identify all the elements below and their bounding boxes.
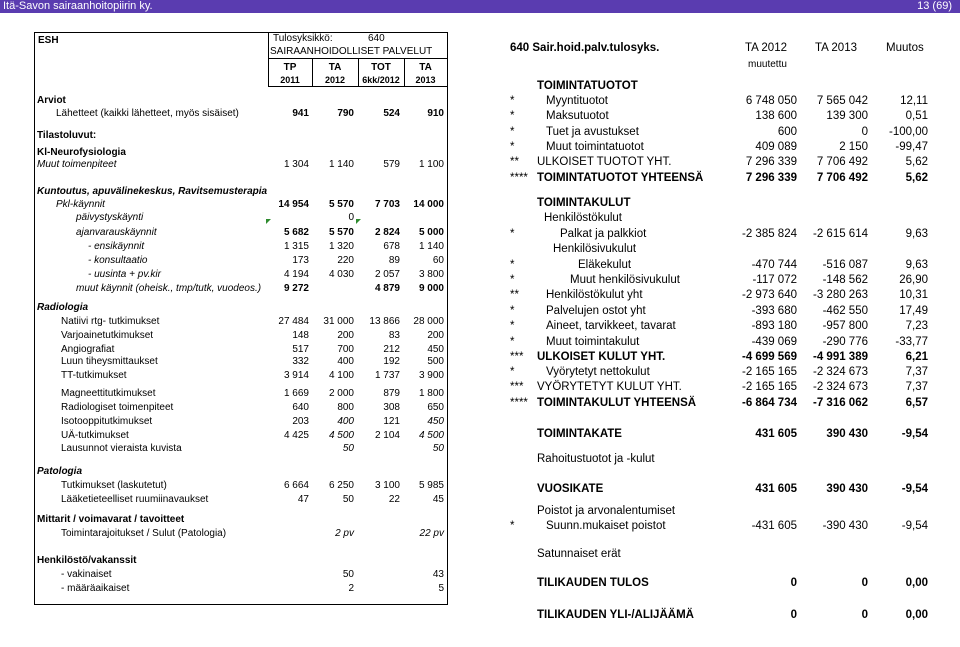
row-value: 678 [383, 241, 400, 252]
row-label: ajanvarauskäynnit [76, 227, 157, 238]
organization-name: Itä-Savon sairaanhoitopiirin ky. [3, 0, 153, 12]
account-label: TOIMINTAKULUT [537, 197, 631, 209]
account-value: 7 296 339 [745, 156, 797, 168]
account-label: VUOSIKATE [537, 483, 604, 495]
table-title: ESH [38, 35, 59, 46]
account-value: 409 089 [755, 141, 797, 153]
row-label: Muut toimenpiteet [37, 159, 117, 170]
row-label: Radiologiset toimenpiteet [61, 402, 174, 413]
cell-comment-marker [356, 219, 361, 224]
account-label: Satunnaiset erät [537, 548, 621, 560]
row-marker: * [510, 110, 515, 122]
row-label: Henkilöstö/vakanssit [37, 555, 137, 566]
account-value: -2 324 673 [813, 366, 868, 378]
row-label: Magneettitutkimukset [61, 388, 156, 399]
account-value: 600 [777, 126, 797, 138]
row-value: 500 [427, 356, 444, 367]
row-value: 28 000 [413, 316, 444, 327]
row-value: 579 [383, 159, 400, 170]
account-value: 7 706 492 [816, 156, 868, 168]
row-value: 4 500 [328, 430, 354, 441]
row-marker: * [510, 228, 515, 240]
account-label: TOIMINTAKATE [537, 428, 622, 440]
row-marker: * [510, 336, 515, 348]
account-value: 0 [861, 577, 868, 589]
account-label: Palkat ja palkkiot [560, 228, 647, 240]
row-value: 5 570 [328, 199, 354, 210]
row-value: 0 [348, 212, 354, 223]
account-value: 9,63 [905, 259, 928, 271]
page-number: 13 (69) [917, 0, 952, 12]
row-label: Radiologia [37, 302, 89, 313]
account-value: -99,47 [895, 141, 928, 153]
row-value: 400 [337, 356, 354, 367]
column-header-top: TOT [371, 62, 391, 73]
row-value: 4 030 [328, 269, 354, 280]
row-value: 2 000 [328, 388, 354, 399]
column-header-year: 2011 [280, 75, 300, 85]
row-value: 640 [292, 402, 309, 413]
account-value: 0 [861, 609, 868, 621]
row-value: 4 100 [328, 370, 354, 381]
row-value: 790 [337, 108, 354, 119]
row-value: 2 824 [374, 227, 400, 238]
row-value: 212 [383, 344, 400, 355]
account-label: ULKOISET TUOTOT YHT. [537, 156, 672, 168]
row-value: 9 272 [283, 283, 309, 294]
account-label: Henkilöstökulut [544, 212, 622, 224]
row-label: TT-tutkimukset [61, 370, 127, 381]
account-label: Henkilöstökulut yht [546, 289, 643, 301]
row-value: 60 [432, 255, 444, 266]
row-value: 47 [297, 494, 309, 505]
row-value: 50 [432, 443, 444, 454]
row-value: 941 [292, 108, 309, 119]
row-value: 148 [292, 330, 309, 341]
row-value: 50 [342, 494, 354, 505]
row-marker: ** [510, 156, 519, 168]
account-value: -893 180 [751, 320, 797, 332]
account-label: Tuet ja avustukset [546, 126, 639, 138]
row-label: Luun tiheysmittaukset [61, 356, 158, 367]
row-value: 45 [432, 494, 444, 505]
row-value: 1 315 [283, 241, 309, 252]
account-value: 5,62 [905, 172, 928, 184]
account-value: 390 430 [826, 428, 868, 440]
row-marker: ** [510, 289, 519, 301]
account-value: 138 600 [755, 110, 797, 122]
account-value: 0 [861, 126, 868, 138]
row-value: 4 879 [374, 283, 400, 294]
account-value: -9,54 [901, 428, 928, 440]
row-value: 879 [383, 388, 400, 399]
column-header-top: TA [419, 62, 432, 73]
row-value: 1 320 [328, 241, 354, 252]
row-value: 2 pv [335, 528, 354, 539]
row-value: 5 985 [418, 480, 444, 491]
account-label: TOIMINTAKULUT YHTEENSÄ [537, 397, 697, 409]
row-value: 6 664 [283, 480, 309, 491]
row-label: Lääketieteelliset ruumiinavaukset [61, 494, 209, 505]
account-label: Muut toimintatuotot [546, 141, 644, 153]
column-header-year: 2012 [324, 75, 346, 85]
row-label: Pkl-käynnit [56, 199, 105, 210]
col-header-ta2012: TA 2012 [745, 42, 787, 54]
row-value: 1 669 [283, 388, 309, 399]
row-label: Lähetteet (kaikki lähetteet, myös sisäiset) [56, 108, 239, 119]
unit-value: 640 [368, 33, 385, 44]
account-value: 7 296 339 [745, 172, 797, 184]
row-marker: *** [510, 381, 524, 393]
row-value: 43 [432, 569, 444, 580]
row-value: 50 [342, 443, 354, 454]
account-label: Aineet, tarvikkeet, tavarat [546, 320, 676, 332]
row-label: Arviot [37, 95, 66, 106]
row-value: 4 194 [283, 269, 309, 280]
row-value: 22 [388, 494, 400, 505]
row-value: 3 914 [283, 370, 309, 381]
row-value: 200 [337, 330, 354, 341]
col-header-muutettu: muutettu [748, 59, 787, 70]
row-label: UÄ-tutkimukset [61, 430, 129, 441]
row-value: 2 057 [374, 269, 400, 280]
account-value: -390 430 [822, 520, 868, 532]
row-label: - uusinta + pv.kir [88, 269, 161, 280]
account-label: Myyntituotot [546, 95, 608, 107]
account-label: Suunn.mukaiset poistot [546, 520, 666, 532]
column-header-top: TA [328, 62, 342, 73]
account-value: 2 150 [839, 141, 868, 153]
column-header-year: 6kk/2012 [362, 75, 400, 85]
row-value: 3 900 [418, 370, 444, 381]
row-marker: * [510, 320, 515, 332]
row-label: muut käynnit (oheisk., tmp/tutk, vuodeos.) [76, 283, 262, 294]
row-label: Natiivi rtg- tutkimukset [61, 316, 160, 327]
account-value: -439 069 [751, 336, 797, 348]
row-value: 308 [383, 402, 400, 413]
account-value: 6,57 [905, 397, 928, 409]
row-label: Tilastoluvut: [37, 130, 97, 141]
account-label: Maksutuotot [546, 110, 609, 122]
account-value: -4 991 389 [813, 351, 868, 363]
row-label: Isotooppitutkimukset [61, 416, 153, 427]
row-label: - konsultaatio [88, 255, 148, 266]
row-value: 50 [342, 569, 354, 580]
row-marker: * [510, 126, 515, 138]
row-marker: *** [510, 351, 524, 363]
account-label: ULKOISET KULUT YHT. [537, 351, 666, 363]
row-value: 700 [337, 344, 354, 355]
row-value: 1 100 [418, 159, 444, 170]
row-value: 6 250 [328, 480, 354, 491]
account-value: 7 565 042 [816, 95, 868, 107]
account-value: 0,00 [905, 609, 928, 621]
account-value: 7 706 492 [816, 172, 868, 184]
row-value: 2 104 [374, 430, 400, 441]
row-value: 14 954 [278, 199, 309, 210]
account-value: 10,31 [899, 289, 928, 301]
account-label: TOIMINTATUOTOT [537, 80, 638, 92]
row-label: Mittarit / voimavarat / tavoitteet [37, 514, 185, 525]
col-header-ta2013: TA 2013 [815, 42, 857, 54]
row-marker: * [510, 366, 515, 378]
row-value: 9 000 [418, 283, 444, 294]
account-value: 26,90 [899, 274, 928, 286]
account-value: -9,54 [901, 483, 928, 495]
row-value: 400 [337, 416, 354, 427]
account-value: -2 385 824 [742, 228, 797, 240]
row-value: 5 [438, 583, 444, 594]
account-label: TILIKAUDEN TULOS [537, 577, 649, 589]
unit-label: Tulosyksikkö: [273, 33, 333, 44]
account-value: 6,21 [905, 351, 928, 363]
row-label: Tutkimukset (laskutetut) [61, 480, 167, 491]
account-value: -2 324 673 [813, 381, 868, 393]
row-label: - vakinaiset [61, 569, 112, 580]
row-marker: * [510, 95, 515, 107]
row-label: Patologia [37, 466, 83, 477]
row-value: 332 [292, 356, 309, 367]
account-value: -462 550 [822, 305, 868, 317]
account-value: 0,00 [905, 577, 928, 589]
row-value: 31 000 [323, 316, 354, 327]
row-value: 1 800 [418, 388, 444, 399]
account-label: Rahoitustuotot ja -kulut [537, 453, 655, 465]
account-value: 431 605 [755, 483, 797, 495]
account-value: -470 744 [751, 259, 797, 271]
account-label: TOIMINTATUOTOT YHTEENSÄ [537, 172, 704, 184]
row-value: 5 570 [328, 227, 354, 238]
row-marker: **** [510, 172, 528, 184]
row-value: 450 [427, 416, 444, 427]
account-value: -2 165 165 [742, 366, 797, 378]
account-value: 17,49 [899, 305, 928, 317]
row-value: 7 703 [374, 199, 400, 210]
account-label: Muut henkilösivukulut [570, 274, 680, 286]
account-value: 0 [790, 609, 797, 621]
row-value: 1 737 [374, 370, 400, 381]
row-label: Angiografiat [61, 344, 115, 355]
account-label: TILIKAUDEN YLI-/ALIJÄÄMÄ [537, 609, 694, 621]
account-value: -431 605 [751, 520, 797, 532]
account-value: -6 864 734 [742, 397, 797, 409]
row-marker: * [510, 520, 515, 532]
account-label: Poistot ja arvonalentumiset [537, 505, 676, 517]
account-value: -33,77 [895, 336, 928, 348]
row-label: - määräaikaiset [61, 583, 130, 594]
account-value: 7,37 [905, 366, 928, 378]
row-label: päivystyskäynti [76, 212, 144, 223]
account-value: -516 087 [822, 259, 868, 271]
account-value: -290 776 [822, 336, 868, 348]
row-label: Toimintarajoitukset / Sulut (Patologia) [61, 528, 227, 539]
row-marker: * [510, 259, 515, 271]
row-value: 192 [383, 356, 400, 367]
row-value: 3 100 [374, 480, 400, 491]
row-value: 3 800 [418, 269, 444, 280]
account-value: 12,11 [900, 95, 928, 107]
row-value: 800 [337, 402, 354, 413]
row-value: 203 [292, 416, 309, 427]
account-value: -2 165 165 [742, 381, 797, 393]
budget-title: 640 Sair.hoid.palv.tulosyks. [510, 42, 660, 54]
row-value: 450 [427, 344, 444, 355]
account-value: 5,62 [905, 156, 928, 168]
row-marker: * [510, 305, 515, 317]
account-value: -100,00 [888, 126, 928, 138]
unit-name: SAIRAANHOIDOLLISET PALVELUT [270, 46, 433, 57]
account-label: Muut toimintakulut [546, 336, 640, 348]
row-label: Kuntoutus, apuvälinekeskus, Ravitsemusterapia [37, 186, 268, 197]
account-value: 7,37 [905, 381, 928, 393]
row-value: 1 140 [328, 159, 354, 170]
row-value: 524 [383, 108, 400, 119]
account-value: 6 748 050 [745, 95, 797, 107]
cell-comment-marker [266, 219, 271, 224]
account-value: -3 280 263 [813, 289, 868, 301]
account-label: Vyörytetyt nettokulut [546, 366, 650, 378]
row-value: 4 500 [418, 430, 444, 441]
row-marker: **** [510, 397, 528, 409]
account-value: -9,54 [901, 520, 928, 532]
account-value: 139 300 [826, 110, 868, 122]
row-value: 13 866 [369, 316, 400, 327]
column-header-top: TP [283, 62, 297, 73]
row-label: Kl-Neurofysiologia [37, 147, 126, 158]
account-value: 7,23 [905, 320, 928, 332]
row-value: 5 000 [418, 227, 444, 238]
account-value: -148 562 [822, 274, 868, 286]
col-header-muutos: Muutos [886, 42, 924, 54]
account-value: 0,51 [905, 110, 928, 122]
account-value: 0 [790, 577, 797, 589]
row-label: - ensikäynnit [88, 241, 145, 252]
row-value: 2 [348, 583, 354, 594]
row-value: 5 682 [283, 227, 309, 238]
account-value: -117 072 [752, 274, 797, 286]
column-header-year: 2013 [415, 75, 436, 85]
account-value: -957 800 [822, 320, 868, 332]
row-value: 22 pv [419, 528, 444, 539]
account-value: 431 605 [755, 428, 797, 440]
row-value: 121 [383, 416, 400, 427]
row-value: 89 [388, 255, 400, 266]
row-value: 200 [427, 330, 444, 341]
row-value: 1 140 [418, 241, 444, 252]
account-value: 9,63 [905, 228, 928, 240]
account-value: 390 430 [826, 483, 868, 495]
account-value: -2 615 614 [813, 228, 868, 240]
account-label: VYÖRYTETYT KULUT YHT. [537, 381, 682, 393]
row-value: 83 [388, 330, 400, 341]
row-label: Lausunnot vieraista kuvista [61, 443, 182, 454]
row-value: 173 [292, 255, 309, 266]
row-value: 220 [337, 255, 354, 266]
account-value: -4 699 569 [742, 351, 797, 363]
account-value: -393 680 [751, 305, 797, 317]
document-header-bar [0, 0, 960, 13]
account-label: Palvelujen ostot yht [546, 305, 646, 317]
row-value: 27 484 [278, 316, 309, 327]
row-value: 910 [427, 108, 444, 119]
row-value: 14 000 [413, 199, 444, 210]
account-value: -2 973 640 [742, 289, 797, 301]
row-label: Varjoainetutkimukset [61, 330, 154, 341]
row-marker: * [510, 274, 515, 286]
account-label: Eläkekulut [578, 259, 632, 271]
row-value: 650 [427, 402, 444, 413]
account-label: Henkilösivukulut [553, 243, 637, 255]
row-marker: * [510, 141, 515, 153]
row-value: 1 304 [283, 159, 309, 170]
account-value: -7 316 062 [813, 397, 868, 409]
row-value: 517 [292, 344, 309, 355]
row-value: 4 425 [283, 430, 309, 441]
